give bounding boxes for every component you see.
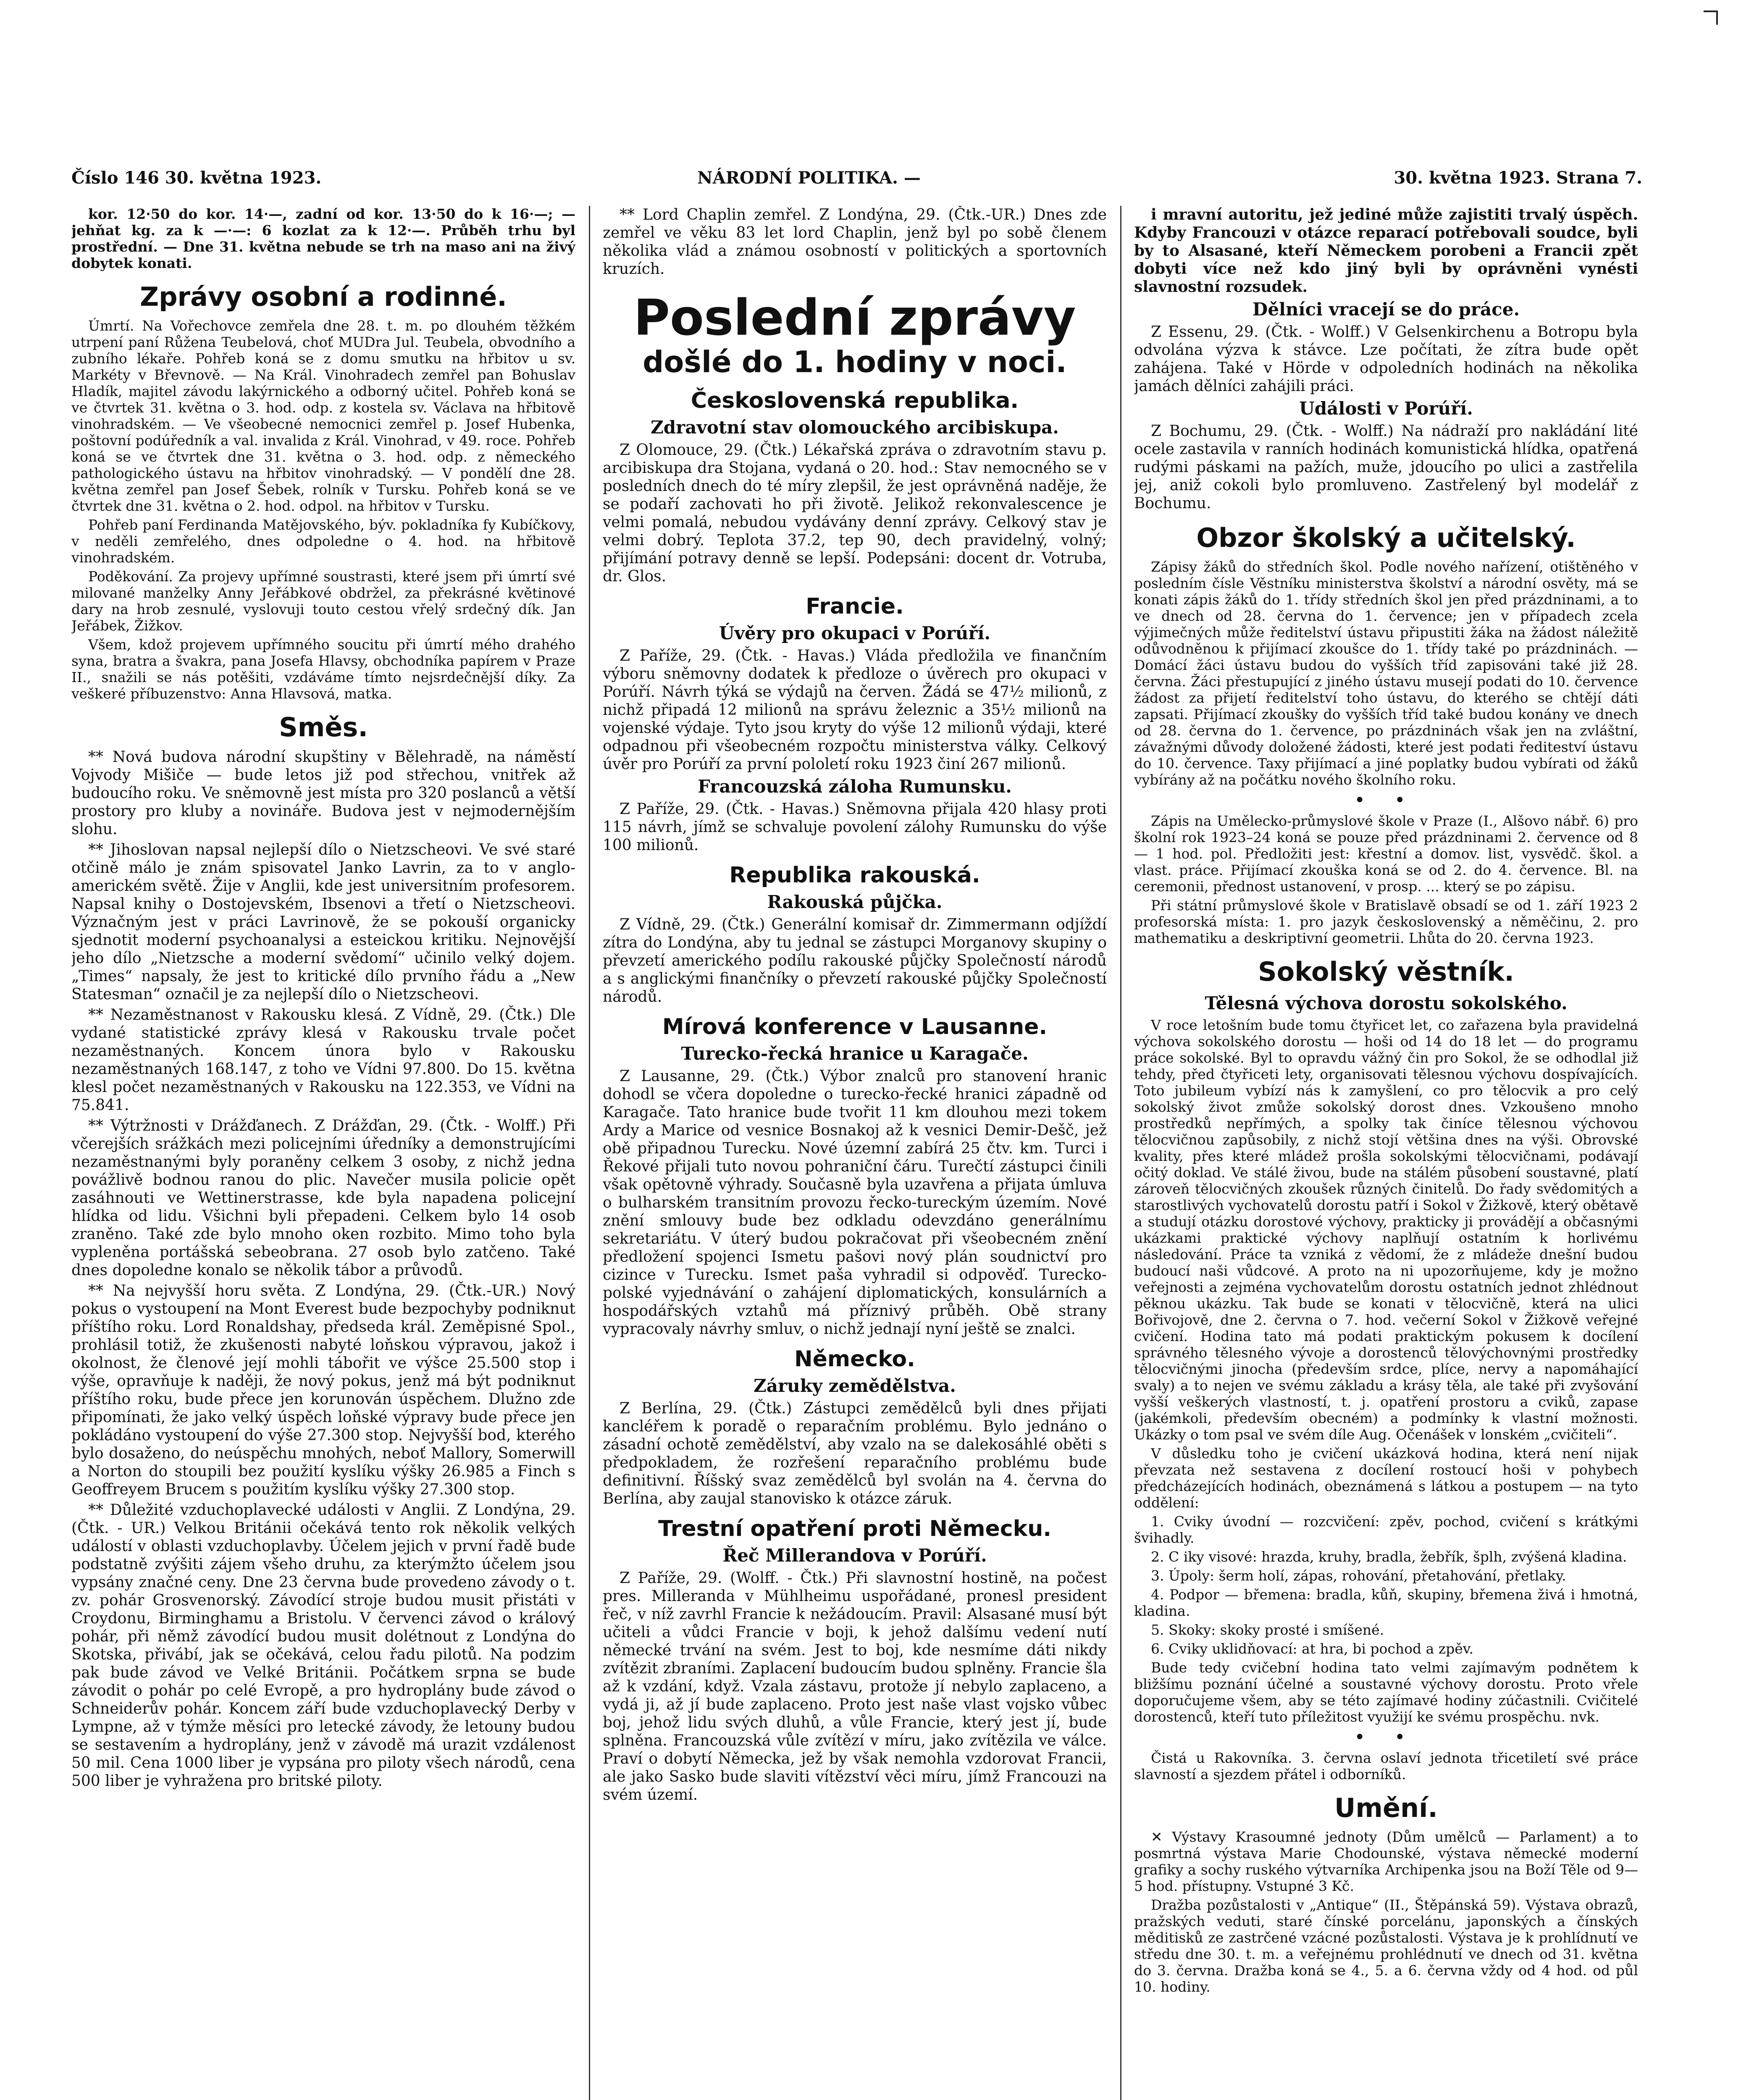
article-everest: ** Na nejvyšší horu světa. Z Londýna, 29. (Čtk.-UR.) Nový pokus o vystoupení na Mont Everest bude bezpochyby podniknut příštího roku. Lord Ronaldshay, předseda král. Zeměpisné Spol., prohlásil totiž, že zkušenosti nabyté loňskou výpravou, jakož i okolnost, že členové její mohli tábořit ve výšce 25.500 stop i výše, opravňuje k naději, že nový pokus, jenž má být podniknut příštího roku, bude přece jen korunován úspěchem. Dlužno zde připomínati, že jako velký úspěch loňské výpravy bude přece jen pokládáno vystoupení do výše 27.300 stop. Nejvyšší bod, kterého bylo dosaženo, do neúspěchu mnohých, neboť Mallory, Somerwill a Norton do stoupili bez použití kyslíku výšky 26.985 a Finch s Geoffreyem Brucem s použitím kyslíku výšky 27.300 stop.	[71, 1282, 575, 1498]
market-report: kor. 12·50 do kor. 14·—, zadní od kor. 13·50 do k 16·—; — jehňat kg. za k —·—: 6 kozlat za k 12·—. Průběh trhu byl prostřední. — Dne 31. května nebude se trh na maso ani na živý dobytek konati.	[71, 206, 575, 271]
column-divider	[589, 206, 590, 2100]
sokol-list-item: 5. Skoky: skoky prosté i smíšené.	[1151, 1622, 1384, 1638]
article-romania-advance: Z Paříže, 29. (Čtk. - Havas.) Sněmovna přijala 420 hlasy proti 115 návrh, jímž se schvaluje povolení zálohy Rumunsku do výše 100 milionů.	[603, 801, 1107, 854]
header-date-page: 30. května 1923. Strana 7.	[1394, 168, 1642, 188]
column-middle	[603, 206, 1107, 2100]
sokol-list-item: 3. Úpoly: šerm holí, zápas, rohování, přetahování, přetlaky.	[1151, 1567, 1566, 1584]
article-austria-unemployment: ** Nezaměstnanost v Rakousku klesá. Z Vídně, 29. (Čtk.) Dle vydané statistické zprávy klesá v Rakousku trvale počet nezaměstnaných. Koncem února bylo v Rakousku nezaměstnaných 168.147, z toho ve Vídni 97.800. Do 15. května klesl počet nezaměstnaných v Rakousku na 122.353, ve Vídni na 75.841.	[71, 1006, 575, 1114]
section-title-germany: Německo.	[794, 1347, 915, 1372]
article-thanks-2: Všem, kdož projevem upřímného soucitu při úmrtí mého drahého syna, bratra a švakra, pana Josefa Hlavsy, obchodníka papírem v Praze II., snažili se nás potěšiti, vzdáváme tímto nejsrdečnější díky. Za veškeré příbuzenstvo: Anna Hlavsová, matka.	[71, 636, 575, 702]
subtitle-romania-advance: Francouzská záloha Rumunsku.	[698, 776, 1012, 797]
subtitle-archbishop: Zdravotní stav olomouckého arcibiskupa.	[651, 417, 1059, 438]
article-school-enrolment: Zápisy žáků do středních škol. Podle nového nařízení, otištěného v posledním čísle Věstníku ministerstva školství a národní osvěty, má se konati zápis žáků do 1. třídy středních škol jen před prázdninami, a to ve dnech od 28. června do 1. července; jen v případech zcela výjimečných může ředitelství ústavu připustiti žáka na žádost náležitě odůvodněnou k přijímací zkoušce do 1. třídy také po prázdninách. — Domácí žáci ústavu budou do vyšších tříd zapisováni také již 28. června. Žáci přestupující z jiného ústavu musejí podati do 10. července žádost za přijetí ředitelství toho ústavu, do kterého se chtějí dáti zapsati. Přijímací zkoušky do vyšších tříd také budou konány ve dnech od 28. června do 1. července, po prázdninách však jen na zvláštní, závažnými důvody doložené žádosti, které jest podati řediteství ústavu do 10. července. Taxy přijímací a jiné poplatky budou vybírati od žáků vybírány až na počátku nového školního roku.	[1134, 559, 1638, 788]
article-workers: Z Essenu, 29. (Čtk. - Wolff.) V Gelsenkirchenu a Botropu byla odvolána výzva k stávce. Lze počítati, že zítra bude opět zahájena. Také v Hörde v odpoledních hodinách na několika jamách dělníci zahájili práci.	[1134, 323, 1638, 395]
page-corner-mark	[1704, 10, 1718, 25]
page-header	[71, 164, 1642, 193]
header-issue: Číslo 146 30. května 1923.	[71, 168, 322, 188]
section-title-sanctions: Trestní opatření proti Německu.	[658, 1516, 1051, 1541]
subtitle-workers: Dělníci vracejí se do práce.	[1252, 299, 1520, 320]
subtitle-sokol: Tělesná výchova dorostu sokolského.	[1205, 993, 1568, 1013]
notice-bratislava: Při státní průmyslové škole v Bratislavě obsadí se od 1. září 1923 2 profesorská místa: 1. pro jazyk československý a něměčinu, 2. pro mathematiku a deskriptivní geometrii. Lhůta do 20. června 1923.	[1134, 897, 1638, 946]
subtitle-karagac-border: Turecko-řecká hranice u Karagače.	[681, 1043, 1029, 1064]
article-deaths: Úmrtí. Na Vořechovce zemřela dne 28. t. m. po dlouhém těžkém utrpení paní Růžena Teubelová, choť MUDra Jul. Teubela, obvodního a zubního lékaře. Pohřeb koná se z domu smutku na hřbitov u sv. Markéty v Břevnově. — Na Král. Vinohradech zemřel pan Bohuslav Hladík, majitel závodu lakýrnického a odborný učitel. Pohřeb koná se ve čtvrtek 31. května o 3. hod. odp. z kostela sv. Václava na hřbitově vinohradském. — Ve všeobecné nemocnici zemřel p. Josef Hubenka, poštovní podúředník a val. invalida z Král. Vinohrad, v 49. roce. Pohřeb koná se ve čtvrtek dne 31. května o 3. hod. odp. z německého pathologického ústavu na hřbitov vinohradský. — V pondělí dne 28. května zemřel pan Josef Šebek, rolník v Tursku. Pohřeb koná se ve čtvrtek dne 31. května o 2. hod. odpol. na hřbitov v Tursku.	[71, 318, 575, 514]
section-title-art: Umění.	[1334, 1793, 1438, 1823]
article-austrian-loan: Z Vídně, 29. (Čtk.) Generální komisař dr. Zimmermann odjíždí zítra do Londýna, aby tu jednal se zástupci Morganovy skupiny o převzetí amerického podílu rakouské půjčky Společností národů a s anglickými finančníky o převzetí rakouské půjčky Společností národů.	[603, 916, 1107, 1005]
section-title-france: Francie.	[806, 594, 904, 619]
article-nietzsche: ** Jihoslovan napsal nejlepší dílo o Nietzscheovi. Ve své staré otčině málo je znám spisovatel Janko Lavrin, za to v anglo-americkém světě. Žije v Anglii, kde jest universitním profesorem. Napsal knihy o Dostojevském, Ibsenovi a třetí o Nietzscheovi. Význačným jest v práci Lavrinově, že se pokouší organicky sjednotit moderní psychoanalysi a esteickou kritiku. Nejnovější jeho dílo „Nietzsche a moderní svědomí“ učinilo velký dojem. „Times“ napsaly, že jest to kritické dílo prvního řádu a „New Statesman“ označil je za nejlepší dílo o Nietzscheovi.	[71, 841, 575, 1003]
article-sokol-2: V důsledku toho je cvičení ukázková hodina, která není nijak převzata než sestavena z docílení rostoucí hoši v pohybech předcházejících hodinách, obeznámená s látkou a postupem — na tyto oddělení:	[1134, 1445, 1638, 1511]
sokol-list-item: 2. C iky visové: hrazda, kruhy, bradla, žebřík, šplh, zvýšená kladina.	[1151, 1549, 1627, 1565]
subtitle-millerand: Řeč Millerandova v Porúří.	[722, 1545, 987, 1566]
article-auction: Dražba pozůstalosti v „Antique“ (II., Štěpánská 59). Výstava obrazů, pražských veduti, staré čínské porcelánu, japonských a čínských měditisků ze zastrčené vzácné pozůstalosti. Výstava je k prohlídnutí ve středu dne 30. t. m. a veřejnému prohlédnutí ve dnech od 31. května do 3. června. Dražba koná se 4., 5. a 6. června vždy od 4 hod. od půl 10. hodiny.	[1134, 1897, 1638, 1995]
section-title-austria: Republika rakouská.	[729, 863, 980, 888]
column-right	[1134, 206, 1638, 2100]
sokol-list-item: 6. Cviky uklidňovací: at hra, bi pochod a zpěv.	[1151, 1641, 1474, 1657]
notice-arts-school: Zápis na Umělecko-průmyslové škole v Praze (I., Alšovo nábř. 6) pro školní rok 1923–24 koná se pouze před prázdninami 2. července od 8 — 1 hod. pol. Předložiti jest: křestní a domov. list, vysvědč. škol. a vlast. práce. Přijímací zkouška koná se od 2. do 4. července. Bl. na ceremonii, přednost ustanovení, v prosp. ... který se po zápisu.	[1134, 813, 1638, 895]
subtitle-agriculture: Záruky zemědělstva.	[754, 1376, 956, 1396]
sokol-list-item: 4. Podpor — břemena: bradla, kůň, skupiny, břemena živá i hmotná, kladina.	[1134, 1586, 1638, 1619]
section-title-lausanne: Mírová konference v Lausanne.	[662, 1014, 1048, 1040]
section-title-mix: Směs.	[279, 712, 368, 743]
section-title-personal: Zprávy osobní a rodinné.	[140, 281, 507, 312]
article-chaplin: ** Lord Chaplin zemřel. Z Londýna, 29. (Čtk.-UR.) Dnes zde zemřel ve věku 83 let lord Chaplin, jenž byl po sobě členem několika vlád a známou osobností v politických a sportovních kruzích.	[603, 206, 1107, 278]
article-aviation: ** Důležité vzduchoplavecké události v Anglii. Z Londýna, 29. (Čtk. - UR.) Velkou Británii očekává tento rok několik velkých událostí v oblasti vzduchoplavby. Účelem jejich v první řadě bude podstatně zvýšiti zájem všeho druhu, za kterýmžto účelem jsou vypsány značné ceny. Dne 23 června bude provedeno závody o t. zv. pohár Grosvenorský. Závodící stroje budou musit přistáti v Croydonu, Birminghamu a Bristolu. V červenci závod o králový pohár, při němž závodící budou musit dolétnout z Londýna do Skotska, přivábí, jak se očekává, celou řadu pilotů. Na podzim pak bude závod ve Velké Británii. Počátkem srpna se bude závodit o pohár po celé Evropě, a pro hydroplány bude závod o Schneiderův pohár. Koncem září bude vzduchoplavecký Derby v Lympne, až v týmže měsíci pro letecké závody, že letouny budou se sestavením a hydroplány, jenž v závodě má urazit vzdálenost 50 mil. Cena 1000 liber je vypsána pro piloty všech národů, cena 500 liber je vyhražena pro britské piloty.	[71, 1502, 575, 1790]
subtitle-austrian-loan: Rakouská půjčka.	[767, 892, 943, 912]
article-agriculture: Z Berlína, 29. (Čtk.) Zástupci zemědělců byli dnes přijati kancléřem k poradě o reparačním problému. Bylo jednáno o zásadní ochotě zemědělství, aby vzalo na se dalekosáhlé oběti s předpokladem, že rozřešení reparačního problému bude definitivní. Říšský svaz zemědělců byl svolán na 4. června do Berlína, aby zaujal stanovisko k otázce záruk.	[603, 1400, 1107, 1507]
sokol-list-item: 1. Cviky úvodní — rozcvičení: zpěv, pochod, cvičení s krátkými švihadly.	[1134, 1513, 1638, 1546]
section-title-sokol: Sokolský věstník.	[1258, 956, 1514, 987]
article-funeral: Pohřeb paní Ferdinanda Matějovského, býv. pokladníka fy Kubíčkovy, v neděli zemřelého, dnes odpoledne o 4. hod. na hřbitově vinohradském.	[71, 517, 575, 566]
article-exhibitions: ✕ Výstavy Krasoumné jednoty (Dům umělců — Parlament) a to posmrtná výstava Marie Chodounské, výstava německé moderní grafiky a sochy ruského výtvarníka Archipenka jsou na Boží Těle od 9—5 hod. přístupny. Vstupné 3 Kč.	[1134, 1829, 1638, 1894]
article-sokol: V roce letošním bude tomu čtyřicet let, co zařazena byla pravidelná výchova sokolského dorostu — hoši od 14 do 18 let — do programu práce sokolské. Byl to opravdu vážný čin pro Sokol, že se odhodlal již tehdy, před čtyřiceti lety, organisovati tělesnou výchovu dospívajících. Toto jubileum vybízí nás k zamyšlení, co pro tělocvik a pro celý sokolský život zmůže sokolský dorost dnes. Vzkoušeno mnoho prostředků nepřímých, a spolky tak činíce tělesnou výchovou tělocvičnou zapůsobily, z nichž stojí většina dnes na výši. Obrovské kvality, přes které mládež prošla sokolskými tělocvičnami, podávají očitý doklad. Ve stálé živou, bude na stálém působení soustavné, platí zároveň tělocvičných zkoušek různých činitelů. Do řady svědomitých a starostlivých vychovatelů dorostu patří i Sokol v Žižkově, který obětavě a studují otázku dorostové výchovy, prakticky ji provádějí a občasnými ukázkami praktické výchovy naplňují ostatním k horlivému následování. Práce ta vzniká z vědomí, že z mládeže dnešní budou budoucí naši vůdcové. A proto na ni upozorňujeme, kdy je možno veřejnosti a zejména vychovatelům dorostu ostatních jednot zhlédnout pěknou ukázku. Tak bude se konati v tělocvičně, která na ulici Bořivojově, dne 2. června o 7. hod. večerní Sokol v Žižkově veřejné cvičení. Hodina tato má podati praktickým pokusem k docílení správného tělesného vývoje a dorostenců tělovýchovnými prostředky tělocvičnými jinocha (především srdce, plíce, nervy a napomáhající svaly) a to nejen ve svému základu a krásy těla, ale také při zvyšování vyšší veškerých vlastností, t. j. opatření prostoru a cviků, zapase (jakémkoli, především obecném) a podmínky k vlastní možnosti. Ukázky o tom psal ve svém díle Aug. Očenášek v lonském „cvičiteli“.	[1134, 1017, 1638, 1443]
separator-dots: • •	[1355, 791, 1418, 809]
article-rakovnik: Čistá u Rakovníka. 3. června oslaví jednota třicetiletí své práce slavností a sjezdem přátel i odborníků.	[1134, 1750, 1638, 1782]
article-lausanne: Z Lausanne, 29. (Čtk.) Výbor znalců pro stanovení hranic dohodl se včera dopoledne o turecko-řecké hranici západně od Karagače. Tato hranice bude tvořit 11 km dlouhou mezi tokem Ardy a Marice od vesnice Bosnakoj až k vesnici Demir-Dešč, jež obě připadnou Turecku. Nové územní zabírá 25 čtv. km. Turci i Řekové přijali tuto novou pohraniční čáru. Turečtí zástupci činili však opětovně výhrady. Současně byla uzavřena a přijata úmluva o bulharském transitním provozu řecko-tureckým územím. Nové znění smlouvy bude bez odkladu odevzdáno generálnímu sekretariátu. V úterý budou pokračovat při všeobecném znění předložení spojenci Ismetu pašovi nový plán soudnictví pro cizince v Turecku. Ismet paša vyhradil si odpověď. Turecko-polské vyjednávání o zahájení diplomatických, konsulárních a hospodářských vztahů má příznivý průběh. Obě strany vypracovaly návrhy smluv, o nichž jednají nyní ještě se znalci.	[603, 1068, 1107, 1338]
article-belgrade-parliament: ** Nová budova národní skupštiny v Bělehradě, na náměstí Vojvody Mišiče — bude letos již pod střechou, vnitřek až budoucího roku. Ve sněmovně jest místa pro 320 poslanců a větší prostory pro kluby a novináře. Budova jest v nejmodernějším slohu.	[71, 748, 575, 838]
subtitle-ruhr-credits: Úvěry pro okupaci v Porúří.	[719, 623, 991, 643]
header-title: NÁRODNÍ POLITIKA. —	[697, 168, 921, 188]
article-dresden-riots: ** Výtržnosti v Drážďanech. Z Drážďan, 29. (Čtk. - Wolff.) Při včerejších srážkách mezi policejními úředníky a demonstrujícími nezaměstnanými byly poraněny celkem 3 osoby, z nichž jedna povážlivě bodnou ranou do plic. Navečer musila policie opět zasáhnouti ve Wettinerstrasse, kde byla napadena policejní hlídka od lidu. Všichni byli přepadeni. Celkem bylo 14 osob zraněno. Také zde bylo mnoho oken rozbito. Mimo toho byla vypleněna portášská sebeobrana. 27 osob bylo zatčeno. Také dnes dopoledne konalo se několik tábor a průvodů.	[71, 1117, 575, 1279]
article-sokol-3: Bude tedy cvičební hodina tato velmi zajímavým podnětem k bližšímu poznání účelné a soustavné výchovy dorostu. Proto vřele doporučujeme všem, aby se této zajímavé hodiny zúčastnili. Cvičitelé dorostenců, kteří tuto příležitost využijí ke svému prospěchu. nvk.	[1134, 1659, 1638, 1725]
section-title-school: Obzor školský a učitelský.	[1196, 522, 1576, 553]
column-divider	[1120, 206, 1121, 2100]
article-millerand: Z Paříže, 29. (Wolff. - Čtk.) Při slavnostní hostině, na počest pres. Milleranda v Mühlheimu uspořádané, pronesl president řeč, v níž zavrhl Francie k nežádoucím. Pravil: Alsasané musí být učiteli a vůdci Francie v boji, k jehož dalšímu vedení nutí německé trvání na svém. Jest to boj, kde nesmíme dáti nikdy zvítězit zbraními. Zaplacení budoucím budou splněny. Francie šla až k vzdání, když. Vzala zástavu, protože jí nebylo zaplaceno, a vydá ji, až jí bude zaplaceno. Proto jest naše vlast vojsko vůbec boj, jehož lidu svých dluhů, a vůle Francie, který jest jí, bude splněna. Francouzská vůle zvítězí v míru, jako zvítězila ve válce. Praví o dobytí Německa, jež by však nemohla vzdorovat Francii, ale jako Sasko bude slaviti vítězství věci míru, jímž Francouzi na svém území.	[603, 1570, 1107, 1803]
section-title-czechoslovakia: Československá republika.	[691, 388, 1019, 413]
article-archbishop: Z Olomouce, 29. (Čtk.) Lékařská zpráva o zdravotním stavu p. arcibiskupa dra Stojana, vydaná o 20. hod.: Stav nemocného se v posledních dnech do té míry zlepšil, že jest oprávněná naděje, že se podaří zachovati ho při životě. Jelikož rekonvalescence je velmi pomalá, nebudou vydávány denní zprávy. Celkový stav je velmi dobrý. Teplota 37.2, tep 90, dech pravidelný, volný; přijímání potravy denně se lepší. Podepsáni: docent dr. Votruba, dr. Glos.	[603, 441, 1107, 585]
article-ruhr-credits: Z Paříže, 29. (Čtk. - Havas.) Vláda předložila ve finančním výboru sněmovny dodatek k předloze o úvěrech pro okupaci v Porúří. Návrh týká se výdajů na červen. Žádá se 47½ milionů, z nichž připadá 12 milionů na správu železnic a 35½ milionů na vojenské výdaje. Tyto jsou kryty do výše 12 milionů výdaji, které odpadnou při všeobecném rozpočtu ministerstva války. Celkový úvěr pro Porúří za první pololetí roku 1923 činí 267 milionů.	[603, 647, 1107, 773]
subtitle-ruhr-events: Události v Porúří.	[1299, 398, 1473, 419]
article-thanks: Poděkování. Za projevy upřímné soustrasti, které jsem při úmrtí své milované manželky Anny Jeřábkové obdržel, za překrásné květinové dary na hrob zesnulé, vyslovuji touto cestou vřelý srdečný dík. Jan Jeřábek, Žižkov.	[71, 568, 575, 634]
latest-news-subtitle: došlé do 1. hodiny v noci.	[643, 345, 1067, 379]
column-left	[71, 206, 575, 2100]
article-millerand-cont: i mravní autoritu, jež jediné může zajistiti trvalý úspěch. Kdyby Francouzi v otázce reparací potřebovali soudce, byli by to Alsasané, kteří Německem porobeni a Francii zpět dobyti více než kdo jiný byli by oprávněni vynésti slavnostní rozsudek.	[1134, 206, 1638, 296]
newspaper-page	[71, 164, 1642, 2100]
separator-dots: • •	[1355, 1728, 1418, 1746]
latest-news-title: Poslední zprávy	[633, 289, 1076, 346]
article-ruhr-events: Z Bochumu, 29. (Čtk. - Wolff.) Na nádraží pro nakládání lité ocele zastavila v ranních hodinách komunistická hlídka, opatřená rudými páskami na pažích, muže, jdoucího po ulici a zastřelila jej, aniž cokoli bylo promluveno. Zastřelený byl modelář z Bochumu.	[1134, 423, 1638, 512]
